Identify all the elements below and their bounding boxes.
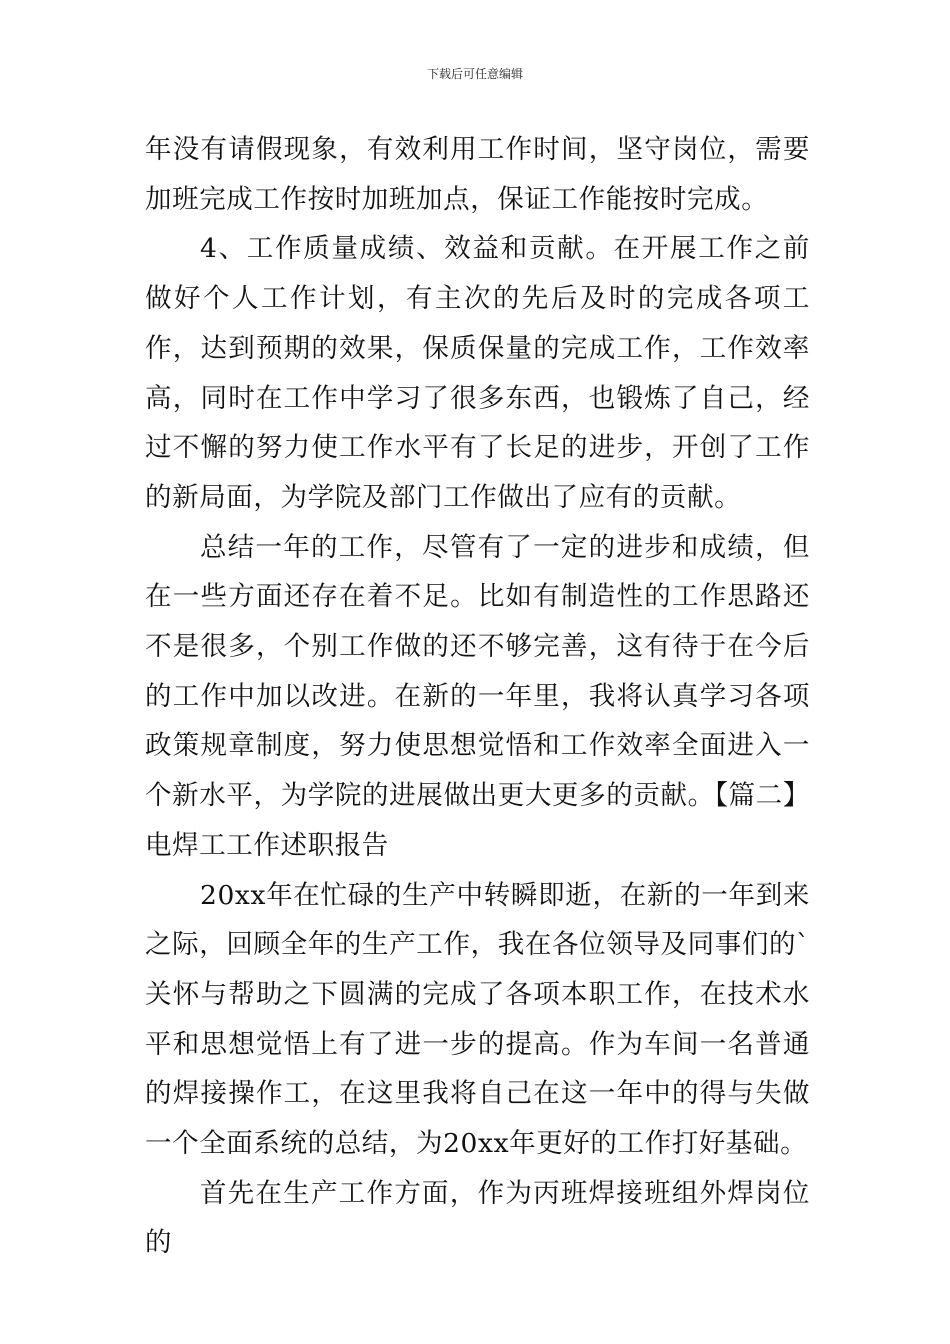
- paragraph-production-work: 首先在生产工作方面，作为丙班焊接班组外焊岗位的: [145, 1177, 810, 1259]
- paragraph-work-quality: 4、工作质量成绩、效益和贡献。在开展工作之前做好个人工作计划，有主次的先后及时的完成各项工作，达到预期的效果，保质保量的完成工作，工作效率高，同时在工作中学习了很多东西，也锻炼了自己，经过不懈的努力使工作水平有了长足的进步，开创了工作的新局面，为学院及部门工作做出了应有的贡献。: [145, 233, 810, 513]
- paragraph-continuation: 年没有请假现象，有效利用工作时间，坚守岗位，需要加班完成工作按时加班加点，保证工作能按时完成。: [145, 134, 810, 215]
- header-note: 下载后可任意编辑: [426, 67, 523, 81]
- document-body: [145, 125, 810, 1268]
- paragraph-year-summary: 总结一年的工作，尽管有了一定的进步和成绩，但在一些方面还存在着不足。比如有制造性的工作思路还不是很多，个别工作做的还不够完善，这有待于在今后的工作中加以改进。在新的一年里，我将认真学习各项政策规章制度，努力使思想觉悟和工作效率全面进入一个新水平，为学院的进展做出更大更多的贡献。【篇二】电焊工工作述职报告: [145, 531, 810, 861]
- paragraph-welder-intro: 20xx年在忙碌的生产中转瞬即逝，在新的一年到来之际，回顾全年的生产工作，我在各位领导及同事们的`关怀与帮助之下圆满的完成了各项本职工作，在技术水平和思想觉悟上有了进一步的提高。作为车间一名普通的焊接操作工，在这里我将自己在这一年中的得与失做一个全面系统的总结，为20xx年更好的工作打好基础。: [145, 879, 810, 1160]
